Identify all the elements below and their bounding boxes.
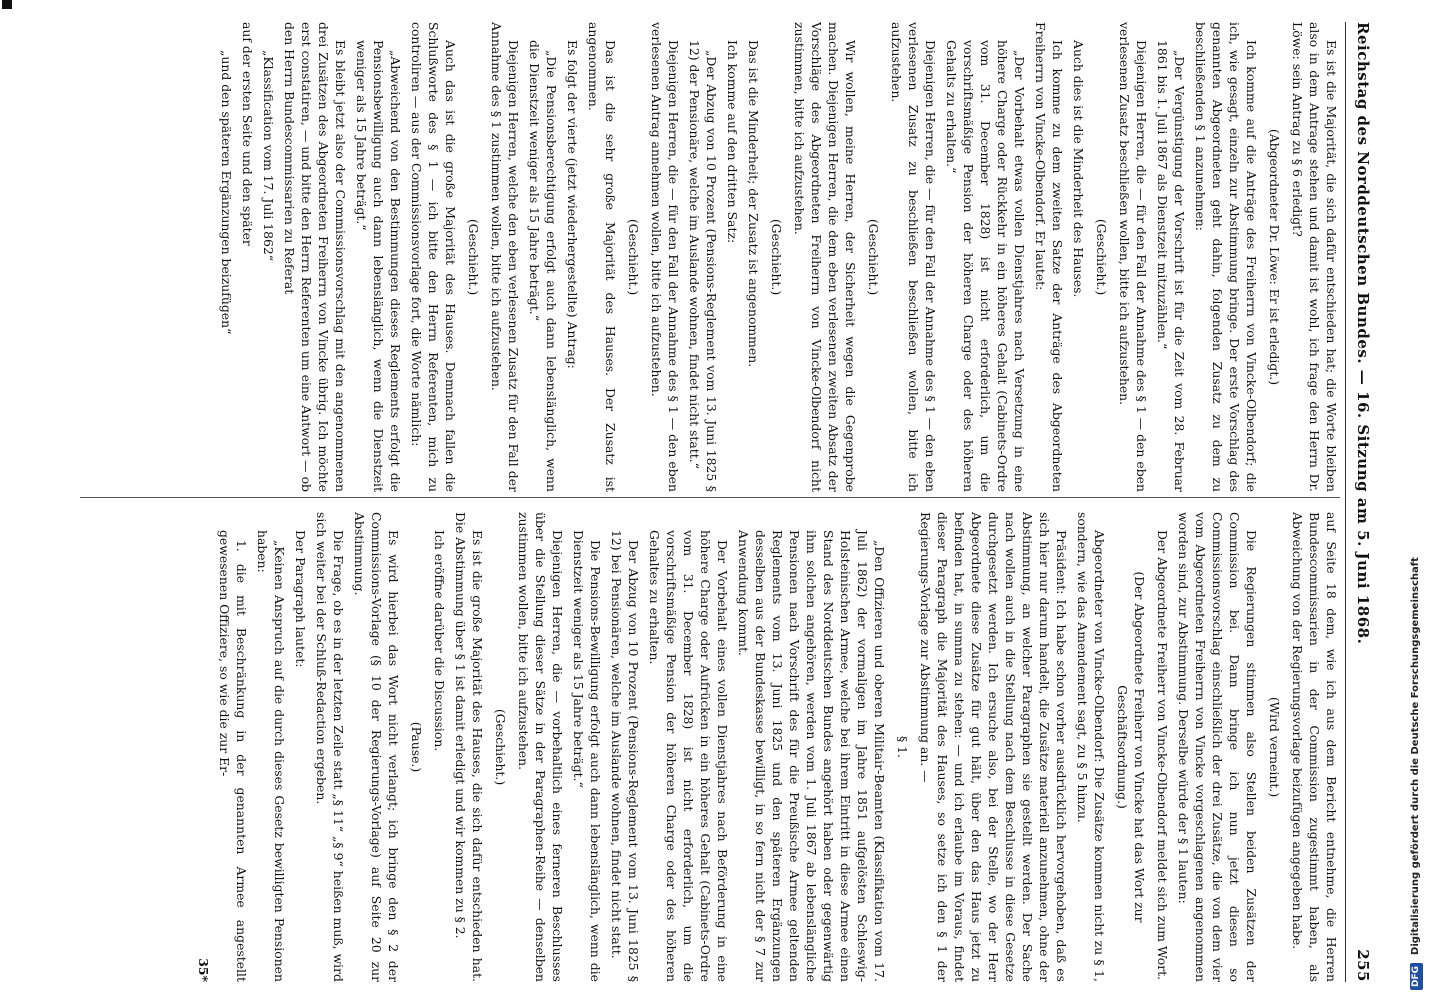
quotation: „Abweichend von den Bestimmungen dieses Reglements erfolgt die Pensionsbewilligung auch dann lebenslänglich, wenn die Dienstzeit weniger als 15 Jahre beträgt.“: [354, 40, 403, 492]
interjection: (Geschieht.): [769, 218, 784, 296]
paragraph: Diejenigen Herren, die — vorbehaltlich eines ferneren Beschlusses über die Stellung dieser Sätze in der Paragraphen-Reihe — denselben zustimmen wollen, bitte ich aufzustehen.: [516, 512, 565, 982]
paragraph: auf der ersten Seite und den später: [240, 22, 255, 246]
interjection: (Der Abgeordnete Freiherr von Vincke hat das Wort zur Geschäftsordnung.): [1115, 571, 1147, 923]
paragraph: Die Frage, ob es in der letzten Zeile statt „§ 11“ „§ 9“ heißen muß, wird sich weiter bei der Schluß-Redaction ergeben.: [314, 512, 346, 982]
paragraph: Der Abgeordnete Freiherr von Vincke-Olbendorf meldet sich zum Wort.: [1155, 530, 1170, 981]
interjection: (Geschieht.): [1094, 218, 1109, 296]
quotation: „und den späteren Ergänzungen beizufügen“: [219, 50, 234, 335]
interjection: (Abgeordneter Dr. Löwe: Er ist erledigt.): [1267, 128, 1282, 386]
paragraph: Es wird hierbei das Wort nicht verlangt; ich bringe den § 2 der Commissions-Vorlage (§ 10 der Regierungs-Vorlage) auf Seite 20 zur Abstimmung.: [352, 512, 401, 982]
dfg-logo-icon: DFG: [1410, 963, 1423, 990]
quotation: Die Pensions-Bewilligung erfolgt auch dann lebenslänglich, wenn die Dienstzeit weniger als 15 Jahre beträgt.“: [571, 530, 603, 982]
quotation: Der Vorbehalt eines vollen Dienstjahres nach Beförderung in eine höhere Charge oder Aufrücken in ein höheres Gehalt (Cabinets-Ordre vom 31. December 1828) ist nicht erforderlich, um die vorschriftsmäßige Pension der höheren Charge oder des höheren Gehaltes zu erhalten.: [647, 530, 730, 982]
paragraph: Die Regierungen stimmen also Stellen beiden Zusätzen der Commission bei. Dann bringe ich nun jetzt diesen so Commissionsvorschlag einschließlich der drei Zusätze, die von dem vier vom Abgeordneten Freiherrn von Vincke vorgeschlagenen angenommen worden sind, zur Abstimmung. Derselbe würde der § 1 lauten:: [1176, 512, 1259, 982]
paragraph: Wir wollen, meine Herren, der Sicherheit wegen die Gegenprobe machen. Diejenigen Herren, die dem eben verlesenen zweiten Absatz der Vorschläge des Abgeordneten Freiherrn von Vincke-Olbendorf nicht zustimmen, bitte ich aufzustehen.: [792, 22, 858, 492]
speaker-paragraph: Präsident: Ich habe schon vorher ausdrücklich hervorgehoben, daß es sich hier nur darum handelt, die Zusätze materiell anzunehmen, ohne der Abstimmung, an welcher Paragraphen sie gestellt werden. Der Sache nach wollen auch in die Stellung nach dem Beschlusse in diese Gesetze durchgesetzt werden. Ich ersuche also, bei der Stelle, wo der Herr Abgeordnete diese Zusätze für gut hält, über den das Haus jetzt zu befinden hat, in summa zu stehen: — und ich erlaube im Voraus, findet dieser Paragraph die Majorität des Hauses, so setze ich den § 1 der Regierungs-Vorlage zur Abstimmung an. —: [918, 512, 1069, 982]
sheet-signature: 35*: [196, 958, 211, 982]
digitization-note: Digitalisierung gefördert durch die Deutsche Forschungsgemeinschaft: [1410, 557, 1421, 955]
quotation: 1. die mit Beschränkung in der genannten Armee angestellt gewesenen Offiziere, so wie die zur Er-: [217, 530, 249, 982]
quotation: „Klassification vom 17. Juli 1862“: [261, 50, 276, 262]
paragraph: Es ist die Majorität, die sich dafür entschieden hat; die Worte bleiben also in dem Antrage stehen und damit ist wohl, ich frage den Herrn Dr. Löwe: sein Antrag zu § 6 erledigt?: [1290, 22, 1339, 492]
paragraph: Ich komme auf den dritten Satz:: [725, 40, 740, 244]
paragraph: Es ist die große Majorität des Hauses, die sich dafür entschieden hat. Die Abstimmung über § 1 ist damit erledigt und wir kommen zu § 2.: [453, 512, 485, 982]
interjection: (Geschieht.): [493, 708, 508, 786]
paragraph: Ich komme auf die Anträge des Freiherrn von Vincke-Olbendorf; die ich, wie gesagt, einzeln zur Abstimmung bringe. Der erste Vorschlag des genannten Abgeordneten geht dahin, folgenden Zusatz zu dem zu beschließenden § 1 anzunehmen:: [1193, 22, 1259, 492]
interjection: (Wird verneint.): [1267, 696, 1282, 798]
quotation: „Der Vorbehalt etwas vollen Dienstjahres nach Versetzung in eine höhere Charge oder Rückkehr in ein höheres Gehalt (Cabinets-Ordre vom 31. December 1828) ist nicht erforderlich, um die vorschriftsmäßige Pension der höheren Charge oder des höheren Gehalts zu erhalten.“: [944, 40, 1027, 492]
paragraph: Diejenigen Herren, die — für den Fall der Annahme des § 1 — den eben verlesenen Zusatz beschließen wollen, bitte ich aufzustehen.: [1117, 22, 1149, 492]
speaker-paragraph: Abgeordneter von Vincke-Olbendorf: Die Zusätze kommen nicht zu § 1, sondern, wie das Amendement sagt, zu § 5 hinzu.: [1075, 512, 1107, 982]
paragraph: Ich komme zu dem zweiten Satze der Anträge des Abgeordneten Freiherrn von Vincke-Olbendorf. Er lautet:: [1033, 22, 1065, 492]
page-header: [1348, 22, 1372, 982]
paragraph: Diejenigen Herren, die — für den Fall der Annahme des § 1 — den eben verlesenen Zusatz zu beschließen beschließen wollen, bitte ich aufzustehen.: [889, 22, 938, 492]
quotation: Der Abzug von 10 Prozent (Pensions-Reglement vom 13. Juni 1825 § 12) bei Pensionären, welche im Auslande wohnen, findet nicht statt.: [609, 530, 641, 982]
interjection: (Geschieht.): [466, 218, 481, 296]
quotation: „Den Offizieren und oberen Militair-Beamten (Klassifikation vom 17. Juli 1862) der vormaligen im Jahre 1851 aufgelösten Schleswig-Holsteinischen Armee, welche bei ihrem Eintritt in diese Armee einen Stand des Norddeutschen Bundes angehört haben oder gegenwärtig ihm solchen angehören, werden vom 1. Juli 1867 ab lebenslängliche Pensionen nach Vorschrift des für die Preußische Armee geltenden Reglements vom 13. Juni 1825 und den späteren Ergänzungen desselben aus der Bundeskasse bewilligt, in so fern nicht der § 7 zur Anwendung kommt.: [736, 530, 887, 982]
interjection: (Geschieht.): [866, 218, 881, 296]
quotation: „Die Pensionsberechtigung erfolgt auch dann lebenslänglich, wenn die Dienstzeit weniger als 15 Jahre beträgt.“: [527, 40, 559, 492]
paragraph: Auch das ist die große Majorität des Hauses. Demnach fallen die Schlußworte des § 1 — ich bitte den Herrn Referenten, mich zu controliren — aus der Commissionsvorlage fort, die Worte nämlich:: [409, 22, 458, 492]
paragraph: Es bleibt jetzt also der Commissionsvorschlag mit den angenommenen drei Zusätzen des Abgeordneten Freiherrn von Vincke übrig. Ich möchte erst constatiren, — und bitte den Herrn Referenten um eine Antwort — ob den Herrn Bundescommissarien zu Referat: [282, 22, 348, 492]
paragraph: Es folgt der vierte (jetzt wiederhergestellte) Antrag:: [565, 40, 580, 369]
header-rule: [1345, 22, 1346, 982]
column-divider: [80, 497, 1340, 498]
paragraph: Das ist die sehr große Majorität des Hauses. Der Zusatz ist angenommen.: [586, 22, 618, 492]
paragraph: Das ist die Minderheit; der Zusatz ist angenommen.: [746, 40, 761, 368]
paragraph: Der Paragraph lautet:: [293, 530, 308, 668]
paragraph: auf Seite 18 dem, wie ich aus dem Bericht entnehme, die Herren Bundescommissarien in der Commission zugestimmt haben, als Abweichung von der Regierungsvorlage beizufügen angegeben habe.: [1290, 512, 1339, 982]
quotation: „Keinen Anspruch auf die durch dieses Gesetz bewilligten Pensionen haben:: [255, 530, 287, 982]
quotation: „Der Abzug von 10 Prozent (Pensions-Reglement vom 13. Juni 1825 § 12) der Pensionäre, welche im Auslande wohnen, findet nicht statt.“: [687, 40, 719, 492]
quotation: „Der Vergünstigung der Vorschrift ist für die Zeit vom 28. Februar 1861 bis 1. Juli 1867 als Dienstzeit mitzuzählen.“: [1155, 40, 1187, 492]
section-heading: § 1.: [895, 736, 910, 758]
paragraph: Diejenigen Herren, welche den eben verlesenen Zusatz für den Fall der Annahme des § 1 zustimmen wollen, bitte ich aufzustehen.: [489, 22, 521, 492]
page-title: Reichstag des Norddeutschen Bundes. — 16. Sitzung am 5. Juni 1868.: [1354, 22, 1372, 645]
paragraph: Ich eröffne darüber die Discussion.: [432, 530, 447, 752]
interjection: (Pause.): [409, 721, 424, 773]
digitization-strip: [1406, 0, 1426, 990]
page-number: 255: [1354, 949, 1372, 982]
left-column: [60, 22, 1340, 492]
right-column: [60, 512, 1340, 982]
paragraph: Diejenigen Herren, die — für den Fall der Annahme des § 1 — den eben verlesenen Antrag annehmen wollen, bitte ich aufzustehen.: [649, 22, 681, 492]
paragraph: Auch dies ist die Minderheit des Hauses.: [1071, 40, 1086, 298]
interjection: (Geschieht.): [626, 218, 641, 296]
